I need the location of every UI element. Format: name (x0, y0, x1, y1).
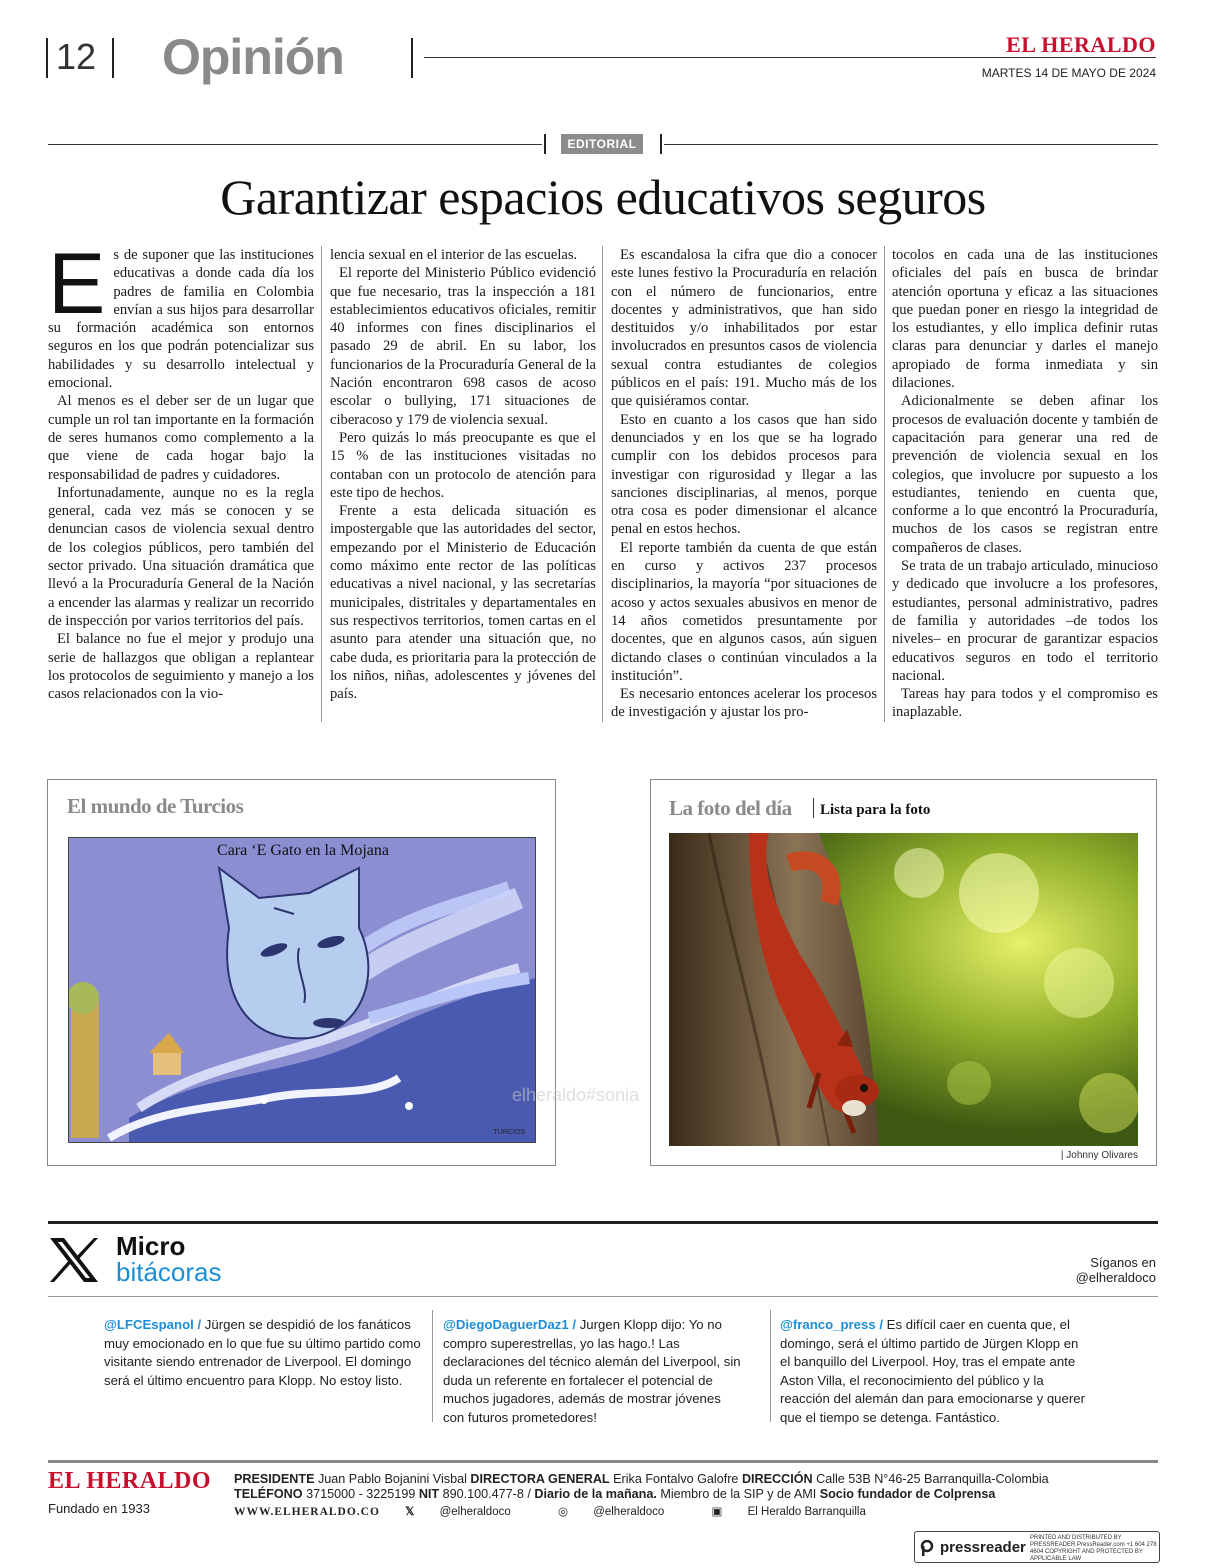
website-link[interactable]: WWW.ELHERALDO.CO (234, 1506, 380, 1518)
tweets-rule (48, 1296, 1158, 1297)
header-divider (411, 38, 413, 78)
paragraph: Esto en cuanto a los casos que han sido denunciados y en los que se ha logrado cumplir con los debidos procesos para investigar con rigurosidad y llegar a las sanciones disciplinarias, al menos, porque otra cosa es poder dimensionar el alcance penal en estos hechos. (611, 411, 877, 538)
footer-key: TELÉFONO (234, 1487, 303, 1501)
x-icon: 𝕏 (405, 1506, 418, 1518)
editorial-rule-tick (544, 134, 546, 154)
photo-credit: | Johnny Olivares (1060, 1150, 1138, 1161)
editorial-rule-tick (660, 134, 662, 154)
footer-value: Miembro de la SIP y de AMI (656, 1487, 820, 1501)
paragraph: Se trata de un trabajo articulado, minucioso y dedicado que involucre a los profesores, estudiantes, personal administrativo, padres de familia y autoridades –de todos los niveles– en procurar de garantizar espacios educativos seguros en todo el territorio nacional. (892, 558, 1158, 684)
editorial-rule-left (48, 144, 542, 145)
x-handle: @elheraldoco (439, 1506, 511, 1518)
instagram-social[interactable] (558, 1506, 686, 1518)
issue-date: MARTES 14 DE MAYO DE 2024 (981, 66, 1156, 80)
footer-key: PRESIDENTE (234, 1472, 315, 1486)
editorial-rule-right (664, 144, 1158, 145)
microbitacoras-title-top: Micro (116, 1231, 186, 1261)
tweet-handle[interactable]: @LFCEspanol / (104, 1317, 202, 1332)
instagram-handle: @elheraldoco (593, 1506, 665, 1518)
tweet-handle[interactable]: @franco_press / (780, 1317, 884, 1332)
footer-key: NIT (418, 1487, 440, 1501)
editorial-column-2 (330, 246, 596, 728)
paragraph: Infortunadamente, aunque no es la regla general, cada vez más se conocen y se denuncian casos de violencia sexual dentro de los colegios públicos, pero también del sector privado. Una situación dramática que llevó a la Procuraduría General de la Nación a encender las alarmas y realizar un recorrido de inspección por varios territorios del país. (48, 484, 314, 629)
footer-credits-line-1 (234, 1472, 1049, 1486)
pressreader-icon (920, 1540, 934, 1556)
column-divider (321, 246, 322, 722)
photo-box-title: La foto del día (669, 796, 792, 820)
tweet-card (780, 1316, 1090, 1428)
tweet-card (104, 1316, 424, 1390)
editorial-column-3 (611, 246, 877, 728)
paragraph: tocolos en cada una de las instituciones oficiales del país en busca de brindar atención oportuna y eficaz a las situaciones que puedan poner en riesgo la integridad de los estudiantes, y ello implica definir rutas claras para denunciar y darles el manejo apropiado de forma inmediata y sin dilaciones. (892, 247, 1158, 392)
footer-rule (48, 1460, 1158, 1463)
tweet-card (443, 1316, 743, 1428)
paragraph: lencia sexual en el interior de las escuelas. (330, 247, 578, 263)
header-divider (112, 38, 114, 78)
cartoonist-signature: TURCIOS (493, 1129, 525, 1136)
tweet-handle[interactable]: @DiegoDaguerDaz1 / (443, 1317, 577, 1332)
paragraph: El balance no fue el mejor y produjo una serie de hallazgos que obligan a replantear los protocolos de seguimiento y manejo a los casos relacionados con la vio- (48, 631, 314, 703)
paragraph: El reporte del Ministerio Público evidenció que fue necesario, tras la inspección a 181 establecimientos educativos oficiales, remitir 40 informes con fines disciplinarios el pasado 29 de abril. En su labor, los funcionarios de la Procuraduría General de la Nación encontraron 698 casos de acoso escolar o bullying, 171 situaciones de ciberacoso y 179 de violencia sexual. (330, 265, 596, 428)
tweet-text: Jurgen Klopp dijo: Yo no compro superestrellas, yo las hago.! Las declaraciones del técnico alemán del Liverpool, sin duda un referente en fortalecer el potencial de muchos jugadores, además de mostrar jóvenes con futuros prometedores! (443, 1317, 741, 1425)
squirrel-photo (669, 833, 1138, 1146)
squirrel-image (669, 833, 1138, 1146)
follow-us-label: Síganos en (1090, 1255, 1156, 1270)
tweet-text: Jürgen se despidió de los fanáticos muy emocionado en lo que fue su último partido como visitante siendo entrenador de Liverpool. El domingo será el último encuentro para Klopp. No estoy listo. (104, 1317, 421, 1388)
instagram-icon: ◎ (557, 1506, 572, 1518)
photo-box-subtitle: Lista para la foto (820, 802, 931, 818)
tweet-divider (770, 1310, 771, 1422)
x-social[interactable] (405, 1506, 533, 1518)
section-title: Opinión (162, 29, 344, 85)
paragraph: Tareas hay para todos y el compromiso es inaplazable. (892, 686, 1158, 721)
footer-key: Diario de la mañana. (534, 1487, 657, 1501)
footer-credits-line-2 (234, 1487, 995, 1501)
microbitacoras-rule (48, 1221, 1158, 1224)
paragraph: s de suponer que las instituciones educativas a donde cada día los padres de familia en Colombia envían a sus hijos para desarrollar su formación académica son entornos seguros en los que podrán potencializar sus habilidades y su desarrollo intelectual y emocional. (48, 247, 314, 392)
founded-year: Fundado en 1933 (48, 1501, 150, 1516)
paragraph: Al menos es el deber ser de un lugar que cumple un rol tan importante en la formación de seres humanos como complemento a la que viene de cada hogar bajo la responsabilidad de padres y cuidadores. (48, 393, 314, 483)
editorial-column-4 (892, 246, 1158, 728)
footer-value: 3715000 - 3225199 (302, 1487, 419, 1501)
footer-key: DIRECTORA GENERAL (470, 1472, 610, 1486)
footer-value: Calle 53B N°46-25 Barranquilla-Colombia (812, 1472, 1049, 1486)
facebook-handle: El Heraldo Barranquilla (747, 1506, 866, 1518)
column-divider (884, 246, 885, 722)
footer-logo: EL HERALDO (48, 1468, 212, 1494)
cartoon-caption: Cara ‘E Gato en la Mojana (217, 842, 389, 859)
editorial-label: EDITORIAL (561, 134, 643, 154)
paragraph: Adicionalmente se deben afinar los procesos de evaluación docente y también de capacitación para generar una red de prevención de violencia sexual en los colegios, que involucre por supuesto a los estudiantes, teniendo en cuenta que, conforme a lo que encontró la Procuraduría, muchos de los casos se registran entre compañeros de clases. (892, 393, 1158, 556)
facebook-social[interactable] (712, 1506, 888, 1518)
footer-value: Erika Fontalvo Galofre (609, 1472, 742, 1486)
footer-key: Socio fundador de Colprensa (819, 1487, 996, 1501)
cat-flood-illustration (69, 838, 536, 1143)
tweet-text: Es difícil caer en cuenta que, el domingo, será el último partido de Jürgen Klopp en el banquillo del Liverpool. Hoy, tras el empate ante Aston Villa, el reconocimiento del público y la reacción del alemán dan para emocionarse y querer que el tiempo se detenga. Fantástico. (780, 1317, 1085, 1425)
page-number: 12 (56, 36, 97, 77)
x-logo-icon (48, 1236, 100, 1284)
footer-social-line (234, 1504, 910, 1518)
paragraph: Frente a esta delicada situación es impostergable que las autoridades del sector, empezando por el Ministerio de Educación como máximo ente rector de las políticas educativas a nivel nacional, y las secretarías municipales, distritales y departamentales en sus respectivos territorios, tomen cartas en el asunto para atender una situación que, no cabe duda, es prioritaria para la protección de los niños, niñas, adolescentes y jóvenes del país. (330, 503, 596, 703)
editorial-column-1 (48, 246, 314, 728)
footer-key: DIRECCIÓN (741, 1472, 813, 1486)
paragraph: El reporte también da cuenta de que están en curso y activos 237 procesos disciplinarios, la mayoría “por situaciones de acoso y actos sexuales abusivos en menor de 14 años cometidos presuntamente por docentes, que en algunos casos, aún siguen dictando clases o continúan vinculados a la institución”. (611, 539, 877, 684)
paragraph: Pero quizás lo más preocupante es que el 15 % de las instituciones visitadas no contaban con un protocolo de atención para este tipo de hechos. (330, 429, 596, 501)
column-divider (602, 246, 603, 722)
editorial-headline: Garantizar espacios educativos seguros (220, 169, 986, 225)
header-divider (46, 38, 48, 78)
photo-title-divider (813, 798, 814, 818)
microbitacoras-title-bottom: bitácoras (116, 1257, 222, 1287)
footer-value: 890.100.477-8 / (439, 1487, 535, 1501)
pressreader-fineprint: PRINTED AND DISTRIBUTED BY PRESSREADER PressReader.com +1 604 278 4604 COPYRIGHT AND PROTECTED BY APPLICABLE LAW (1030, 1535, 1157, 1562)
watermark-text: elheraldo#sonia (512, 1085, 640, 1105)
footer-value: Juan Pablo Bojanini Visbal (314, 1472, 471, 1486)
tweet-divider (432, 1310, 433, 1422)
masthead-logo: EL HERALDO (1006, 32, 1156, 57)
pressreader-text: pressreader (940, 1539, 1026, 1556)
paragraph: Es necesario entonces acelerar los procesos de investigación y ajustar los pro- (611, 686, 877, 721)
facebook-icon: ▣ (711, 1506, 726, 1518)
paragraph: Es escandalosa la cifra que dio a conocer este lunes festivo la Procuraduría en relación con el número de funcionarios, entre docentes y administrativos, que han sido destituidos y/o inhabilitados por estar involucrados en presuntos casos de violencia sexual contra estudiantes de colegios públicos en el país: 191. Mucho más de los que quisiéramos contar. (611, 247, 877, 410)
drop-cap: E (48, 246, 106, 332)
cartoon-image (68, 837, 536, 1143)
cartoon-box-title: El mundo de Turcios (67, 794, 244, 818)
follow-us-handle[interactable]: @elheraldoco (1075, 1270, 1156, 1285)
